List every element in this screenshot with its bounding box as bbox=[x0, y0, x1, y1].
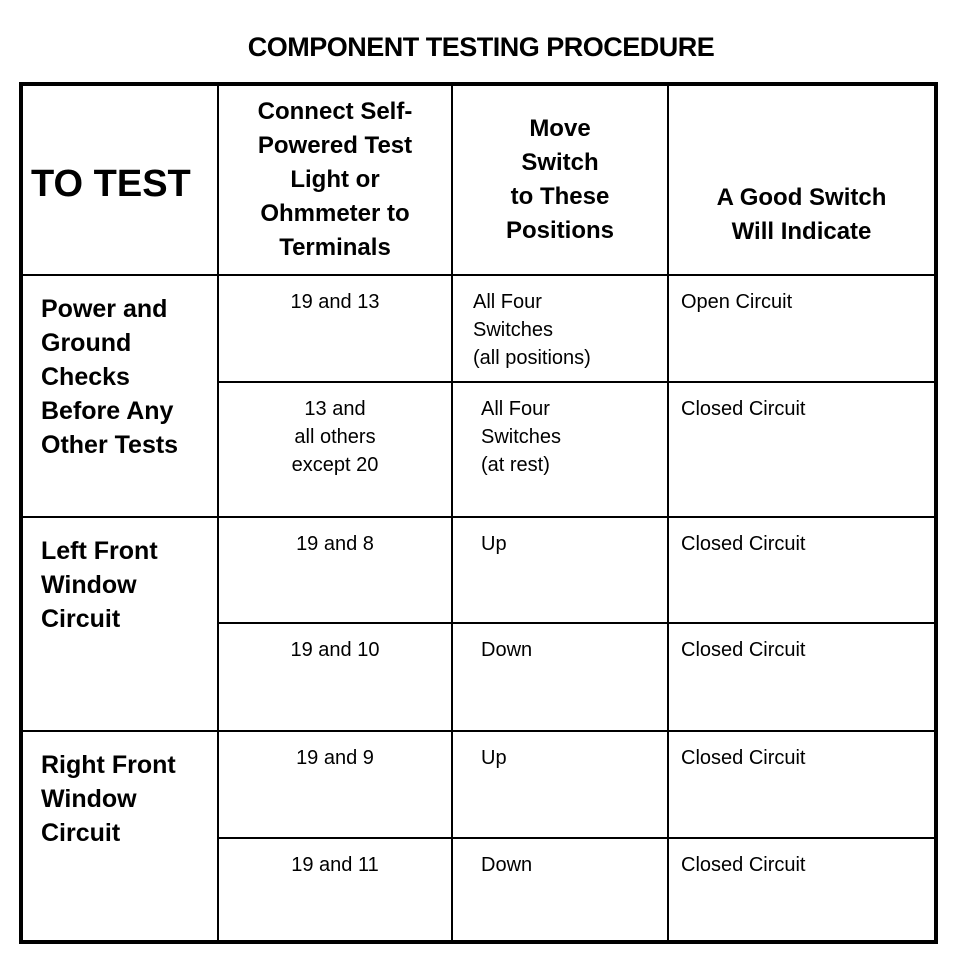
group-label-line: Circuit bbox=[41, 605, 121, 633]
group-label-line: Other Tests bbox=[41, 430, 179, 459]
terminals-text: 19 and 8 bbox=[296, 533, 374, 555]
move-text: Up bbox=[481, 746, 507, 769]
terminals-text: all others bbox=[294, 426, 376, 449]
header-terminals-line: Connect Self- bbox=[257, 97, 413, 125]
header-move-line: Move bbox=[529, 114, 591, 142]
page-title: COMPONENT TESTING PROCEDURE bbox=[247, 32, 715, 62]
header-terminals-line: Ohmmeter to bbox=[260, 199, 410, 227]
terminals-text: 19 and 10 bbox=[290, 639, 380, 662]
move-text: Down bbox=[481, 639, 533, 662]
indicate-cell bbox=[668, 517, 936, 623]
indicate-cell bbox=[668, 623, 936, 731]
group-label-left-front-window bbox=[21, 517, 218, 731]
indicate-text: Open Circuit bbox=[681, 290, 793, 313]
header-to-test bbox=[21, 84, 218, 275]
header-move-switch bbox=[452, 84, 668, 275]
terminals-cell bbox=[218, 275, 452, 383]
group-label-line: Power and bbox=[41, 294, 168, 323]
group-label-line: Left Front bbox=[41, 537, 158, 565]
group-label-line: Before Any bbox=[41, 396, 174, 425]
terminals-text: 19 and 9 bbox=[296, 746, 374, 769]
move-text: Switches bbox=[481, 426, 562, 449]
indicate-text: Closed Circuit bbox=[681, 639, 806, 662]
header-to-test-line: TO bbox=[31, 162, 84, 205]
header-move-line: Positions bbox=[505, 216, 614, 244]
table-row bbox=[21, 517, 936, 623]
indicate-text: Closed Circuit bbox=[681, 533, 806, 555]
group-label-line: Window bbox=[41, 571, 137, 599]
indicate-text: Closed Circuit bbox=[681, 746, 806, 769]
header-terminals-line: Powered Test bbox=[257, 131, 413, 159]
header-to-test-line: TEST bbox=[93, 162, 191, 205]
move-cell bbox=[452, 731, 668, 839]
header-indicate-line: Will Indicate bbox=[731, 217, 872, 245]
terminals-cell bbox=[218, 517, 452, 623]
move-text: All Four bbox=[473, 290, 542, 313]
indicate-cell bbox=[668, 838, 936, 942]
move-text: All Four bbox=[481, 398, 550, 421]
terminals-text: 13 and bbox=[304, 398, 366, 421]
header-move-line: Switch bbox=[521, 148, 599, 176]
header-terminals-line: Light or bbox=[290, 165, 380, 193]
group-label-line: Circuit bbox=[41, 818, 121, 847]
component-testing-table bbox=[19, 82, 938, 944]
move-text: (all positions) bbox=[473, 346, 591, 369]
terminals-text: 19 and 13 bbox=[290, 290, 380, 313]
move-cell bbox=[452, 517, 668, 623]
group-label-line: Right Front bbox=[41, 750, 176, 779]
move-text: Up bbox=[481, 533, 507, 555]
move-text: Switches bbox=[473, 318, 554, 341]
move-cell bbox=[452, 838, 668, 942]
move-text: Down bbox=[481, 854, 533, 877]
group-label-line: Checks bbox=[41, 362, 130, 391]
header-move-line: to These bbox=[510, 182, 610, 210]
terminals-cell bbox=[218, 382, 452, 517]
table-row bbox=[21, 731, 936, 839]
move-cell bbox=[452, 623, 668, 731]
header-terminals bbox=[218, 84, 452, 275]
indicate-cell bbox=[668, 731, 936, 839]
group-label-right-front-window bbox=[21, 731, 218, 942]
group-label-line: Ground bbox=[41, 328, 132, 357]
indicate-cell bbox=[668, 275, 936, 383]
terminals-cell bbox=[218, 731, 452, 839]
indicate-cell bbox=[668, 382, 936, 517]
move-cell bbox=[452, 275, 668, 383]
group-label-line: Window bbox=[41, 784, 137, 813]
terminals-cell bbox=[218, 838, 452, 942]
terminals-cell bbox=[218, 623, 452, 731]
move-cell bbox=[452, 382, 668, 517]
indicate-text: Closed Circuit bbox=[681, 398, 806, 421]
terminals-text: except 20 bbox=[291, 454, 379, 477]
terminals-text: 19 and 11 bbox=[291, 854, 379, 877]
indicate-text: Closed Circuit bbox=[681, 854, 806, 877]
move-text: (at rest) bbox=[481, 454, 550, 477]
header-terminals-line: Terminals bbox=[279, 233, 391, 261]
group-label-power-ground bbox=[21, 275, 218, 517]
table-row bbox=[21, 275, 936, 383]
header-row bbox=[21, 84, 936, 275]
header-good-switch-indicate bbox=[668, 84, 936, 275]
header-indicate-line: A Good Switch bbox=[716, 183, 887, 211]
